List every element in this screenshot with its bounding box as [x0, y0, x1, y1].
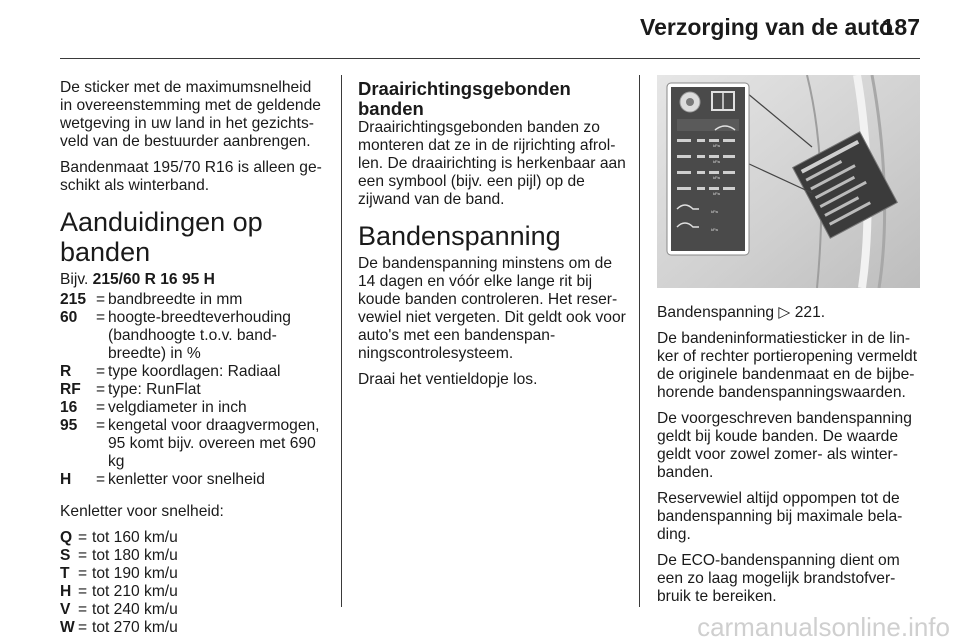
speed-letter: S: [60, 547, 71, 564]
definition-row: [60, 309, 326, 363]
arrow-reference-icon[interactable]: ▷: [778, 304, 791, 321]
page-header-title: Verzorging van de auto: [640, 14, 894, 40]
equals-sign: =: [96, 381, 106, 398]
definition-term: RF: [60, 381, 81, 398]
speed-letter: W: [60, 619, 75, 636]
definition-desc: velgdiameter in inch: [108, 399, 247, 416]
speed-value: tot 210 km/u: [92, 583, 178, 600]
speed-letter: H: [60, 583, 72, 600]
equals-sign: =: [78, 529, 88, 546]
equals-sign: =: [96, 309, 106, 326]
definition-desc: kengetal voor draagvermogen, 95 komt bijv. overeen met 690 kg: [108, 417, 320, 470]
definition-row: [60, 363, 326, 381]
tire-pressure-sticker-photo: [657, 75, 920, 288]
sticker-unit-label: kPa: [713, 175, 720, 180]
tire-pressure-check-paragraph: De bandenspanning minstens om de 14 dagen en vóór elke lange rit bij koude banden controleren. Het reser- vewiel niet vergeten. Dit geldt ook voor auto's met een bandenspan- ningscontrolesysteem.: [358, 255, 626, 362]
column-middle: [358, 79, 626, 397]
definition-term: H: [60, 471, 72, 488]
speed-row: [60, 565, 326, 583]
definition-desc: type koordlagen: Radiaal: [108, 363, 281, 380]
pressure-reference: [657, 304, 921, 322]
speed-letter: V: [60, 601, 71, 618]
definition-row: [60, 399, 326, 417]
example-line: [60, 271, 326, 289]
equals-sign: =: [96, 417, 106, 434]
equals-sign: =: [96, 399, 106, 416]
speed-row: [60, 619, 326, 637]
sticker-unit-label: kPa: [711, 227, 718, 232]
equals-sign: =: [78, 547, 88, 564]
speed-value: tot 180 km/u: [92, 547, 178, 564]
definition-desc: kenletter voor snelheid: [108, 471, 265, 488]
sticker-unit-label: kPa: [713, 143, 720, 148]
equals-sign: =: [96, 471, 106, 488]
column-divider-right: [639, 75, 640, 607]
speed-row: [60, 583, 326, 601]
speed-letter-intro: Kenletter voor snelheid:: [60, 503, 224, 520]
definition-term: 60: [60, 309, 78, 326]
equals-sign: =: [78, 583, 88, 600]
speed-value: tot 240 km/u: [92, 601, 178, 618]
sticker-unit-label: kPa: [713, 191, 720, 196]
watermark: carmanualsonline.info: [697, 612, 950, 642]
speed-value: tot 190 km/u: [92, 565, 178, 582]
example-value: 215/60 R 16 95 H: [92, 271, 215, 288]
sticker-info-paragraph: De bandeninformatiesticker in de lin- ker of rechter portieropening vermeldt de originele bandenmaat en de bijbe- horende bandenspanningswaarden.: [657, 330, 918, 401]
column-left: [60, 79, 326, 637]
cold-tire-pressure-paragraph: De voorgeschreven bandenspanning geldt bij koude banden. De waarde geldt voor zowel zomer- als winter- banden.: [657, 410, 912, 481]
spare-wheel-paragraph: Reservewiel altijd oppompen tot de bandenspanning bij maximale bela- ding.: [657, 490, 903, 543]
speed-row: [60, 529, 326, 547]
definition-row: [60, 471, 326, 489]
tire-size-note: Bandenmaat 195/70 R16 is alleen ge- schikt als winterband.: [60, 159, 322, 194]
definition-term: R: [60, 363, 72, 380]
speed-letter: Q: [60, 529, 73, 546]
speed-letter-list: [60, 529, 326, 637]
valve-cap-instruction: Draai het ventieldopje los.: [358, 371, 538, 388]
definition-row: [60, 291, 326, 309]
speed-letter: T: [60, 565, 70, 582]
equals-sign: =: [96, 363, 106, 380]
page-number: 187: [881, 14, 920, 40]
sticker-unit-label: kPa: [711, 209, 718, 214]
equals-sign: =: [96, 291, 106, 308]
column-right: [657, 304, 921, 614]
section-heading-tire-markings: Aanduidingen op banden: [60, 207, 263, 267]
speed-row: [60, 601, 326, 619]
definition-row: [60, 417, 326, 471]
subheading-directional-tires: Draairichtingsgebonden banden: [358, 78, 571, 119]
definition-row: [60, 381, 326, 399]
definition-desc: bandbreedte in mm: [108, 291, 243, 308]
example-prefix: Bijv.: [60, 271, 93, 288]
header-divider: [60, 58, 920, 59]
speed-value: tot 270 km/u: [92, 619, 178, 636]
section-heading-tire-pressure: Bandenspanning: [358, 221, 561, 251]
definition-desc: hoogte-breedteverhouding (bandhoogte t.o.v. band- breedte) in %: [108, 309, 291, 362]
speed-sticker-paragraph: De sticker met de maximumsnelheid in overeenstemming met de geldende wetgeving in uw land in het gezichts- veld van de bestuurder aanbrengen.: [60, 79, 321, 150]
speed-row: [60, 547, 326, 565]
definition-desc: type: RunFlat: [108, 381, 201, 398]
equals-sign: =: [78, 619, 88, 636]
column-divider-left: [341, 75, 342, 607]
definition-term: 16: [60, 399, 78, 416]
reference-text: Bandenspanning: [657, 304, 779, 321]
eco-pressure-paragraph: De ECO-bandenspanning dient om een zo laag mogelijk brandstofver- bruik te bereiken.: [657, 552, 900, 605]
equals-sign: =: [78, 565, 88, 582]
speed-value: tot 160 km/u: [92, 529, 178, 546]
definition-term: 215: [60, 291, 87, 308]
definition-term: 95: [60, 417, 78, 434]
equals-sign: =: [78, 601, 88, 618]
tire-code-definitions: [60, 291, 326, 489]
reference-page[interactable]: 221.: [790, 304, 826, 321]
directional-tires-paragraph: Draairichtingsgebonden banden zo monteren dat ze in de rijrichting afrol- len. De draairichting is herkenbaar aan een symbool (bijv. een pijl) op de zijwand van de band.: [358, 119, 626, 208]
sticker-unit-label: kPa: [713, 159, 720, 164]
